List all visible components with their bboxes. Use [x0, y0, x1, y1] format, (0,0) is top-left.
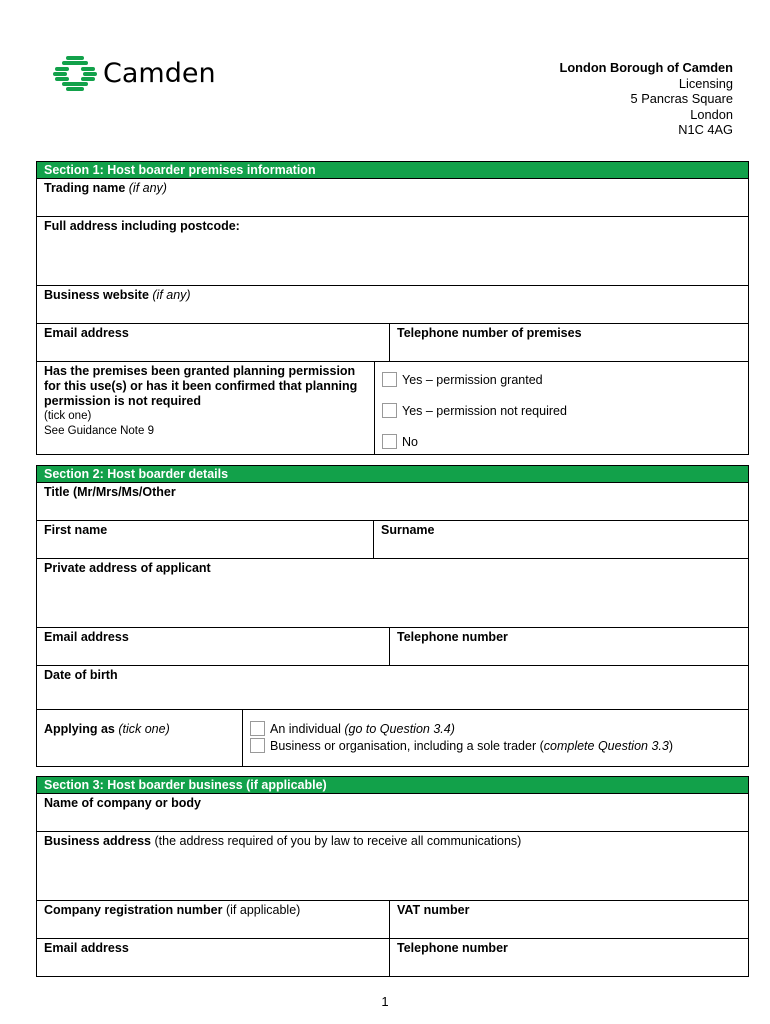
company-name-label: Name of company or body [44, 796, 201, 810]
applying-as-label [37, 710, 242, 766]
title-label: Title (Mr/Mrs/Ms/Other [44, 485, 176, 499]
full-address-label: Full address including postcode: [44, 219, 240, 233]
company-name-field[interactable] [37, 793, 748, 831]
applying-as-note: (tick one) [118, 722, 170, 736]
website-field[interactable] [37, 285, 748, 323]
page-number: 1 [381, 994, 389, 1009]
dob-label: Date of birth [44, 668, 118, 682]
telephone-label: Telephone number [397, 941, 508, 955]
business-address-label: Business address [44, 834, 151, 848]
private-address-label: Private address of applicant [44, 561, 211, 575]
checkbox[interactable] [382, 434, 397, 449]
applying-as-options [242, 710, 748, 766]
reg-number-field[interactable] [37, 901, 389, 938]
option-business[interactable] [250, 738, 741, 753]
full-address-field[interactable] [37, 216, 748, 285]
logo-text: Camden [103, 57, 216, 89]
trading-name-note: (if any) [128, 181, 167, 195]
website-label: Business website [44, 288, 149, 302]
email-label: Email address [44, 630, 129, 644]
dob-field[interactable] [37, 665, 748, 709]
planning-options [374, 362, 748, 454]
surname-field[interactable] [373, 521, 748, 558]
planning-question [37, 362, 374, 454]
option-permission-granted[interactable] [382, 372, 741, 387]
trading-name-field[interactable] [37, 178, 748, 216]
guidance-note: See Guidance Note 9 [44, 425, 154, 437]
option-label: Yes – permission not required [402, 403, 567, 418]
option-label: Business or organisation, including a sole trader ( [270, 738, 544, 753]
address-line: London Borough of Camden [559, 60, 733, 75]
reg-number-label: Company registration number [44, 903, 223, 917]
section-2 [36, 465, 749, 767]
business-address-note: (the address required of you by law to receive all communications) [154, 834, 522, 848]
private-address-field[interactable] [37, 558, 748, 627]
email-label: Email address [44, 941, 129, 955]
camden-logo [53, 55, 216, 91]
option-label: No [402, 434, 418, 449]
tick-one-note: (tick one) [44, 410, 92, 422]
section-3-header: Section 3: Host boarder business (if applicable) [37, 777, 748, 793]
title-field[interactable] [37, 482, 748, 520]
telephone-label: Telephone number of premises [397, 326, 582, 340]
planning-question-text: Has the premises been granted planning permission for this use(s) or has it been confirmed that planning permission is not required [44, 364, 358, 408]
premises-telephone-field[interactable] [389, 324, 748, 361]
option-note: complete Question 3.3 [543, 738, 669, 753]
camden-logo-icon [53, 55, 97, 91]
telephone-field[interactable] [389, 939, 748, 976]
option-label: Yes – permission granted [402, 372, 543, 387]
option-permission-not-required[interactable] [382, 403, 741, 418]
council-address [560, 60, 733, 138]
reg-number-note: (if applicable) [225, 903, 301, 917]
address-line: 5 Pancras Square [630, 91, 733, 107]
address-line: London [690, 106, 733, 122]
address-line: Licensing [678, 75, 733, 91]
option-note: (go to Question 3.4) [344, 721, 455, 736]
email-field[interactable] [37, 628, 389, 665]
option-individual[interactable] [250, 721, 741, 736]
email-label: Email address [44, 326, 129, 340]
email-field[interactable] [37, 939, 389, 976]
website-note: (if any) [152, 288, 191, 302]
first-name-field[interactable] [37, 521, 373, 558]
surname-label: Surname [381, 523, 435, 537]
section-1-header: Section 1: Host boarder premises information [37, 162, 748, 178]
business-address-field[interactable] [37, 831, 748, 900]
section-3 [36, 776, 749, 977]
option-label-end: ) [668, 738, 674, 753]
checkbox[interactable] [250, 721, 265, 736]
section-1 [36, 161, 749, 455]
checkbox[interactable] [382, 372, 397, 387]
trading-name-label: Trading name [44, 181, 126, 195]
section-2-header: Section 2: Host boarder details [37, 466, 748, 482]
vat-field[interactable] [389, 901, 748, 938]
first-name-label: First name [44, 523, 108, 537]
address-line: N1C 4AG [678, 122, 733, 138]
applying-as-text: Applying as [44, 722, 115, 736]
vat-label: VAT number [397, 903, 470, 917]
checkbox[interactable] [382, 403, 397, 418]
option-label: An individual [270, 721, 341, 736]
option-no[interactable] [382, 434, 741, 449]
telephone-field[interactable] [389, 628, 748, 665]
checkbox[interactable] [250, 738, 265, 753]
email-field[interactable] [37, 324, 389, 361]
telephone-label: Telephone number [397, 630, 508, 644]
